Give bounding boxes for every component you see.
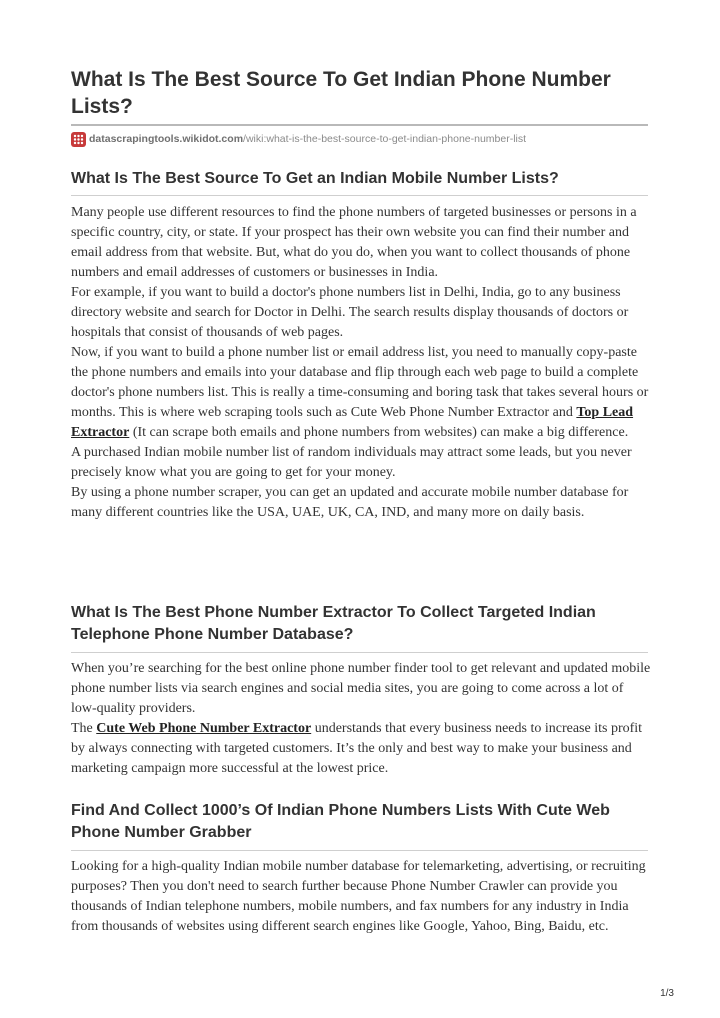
section-heading-2: What Is The Best Phone Number Extractor To Collect Targeted Indian Telephone Phone Number Database? — [71, 604, 596, 643]
section-divider-1 — [71, 195, 648, 196]
section-body-1 — [71, 203, 651, 523]
site-favicon-icon — [71, 132, 86, 147]
source-domain[interactable]: datascrapingtools.wikidot.com — [89, 133, 244, 145]
section-heading-1: What Is The Best Source To Get an Indian Mobile Number Lists? — [71, 170, 559, 187]
paragraph: Many people use different resources to find the phone numbers of targeted businesses or persons in a specific country, city, or state. If your prospect has their own website you can find their number and email address from that website. But, what do you do, when you want to collect thousands of phone numbers and email addresses of customers or businesses in India. — [71, 205, 637, 280]
page-title: What Is The Best Source To Get Indian Phone Number Lists? — [71, 68, 611, 118]
page-number: 1/3 — [660, 988, 674, 999]
source-link[interactable] — [71, 130, 526, 148]
section-divider-2 — [71, 652, 648, 653]
section-heading-3: Find And Collect 1000’s Of Indian Phone Numbers Lists With Cute Web Phone Number Grabber — [71, 802, 610, 841]
paragraph: For example, if you want to build a doctor's phone numbers list in Delhi, India, go to any business directory website and search for Doctor in Delhi. The search results display thousands of doctors or hospitals that consist of thousands of web pages. — [71, 285, 629, 340]
top-lead-extractor-link[interactable]: Top Lead Extractor — [71, 405, 634, 440]
paragraph-text: (It can scrape both emails and phone numbers from websites) can make a big difference. — [129, 425, 629, 440]
paragraph — [71, 343, 651, 443]
source-path[interactable]: /wiki:what-is-the-best-source-to-get-indian-phone-number-list — [243, 133, 527, 145]
paragraph — [71, 719, 651, 779]
paragraph: A purchased Indian mobile number list of random individuals may attract some leads, but you never precisely know what you are going to get for your money. — [71, 445, 632, 480]
section-divider-3 — [71, 850, 648, 851]
paragraph: Looking for a high-quality Indian mobile number database for telemarketing, advertising, or recruiting purposes? Then you don't need to search further because Phone Number Crawler can provide you thousands of Indian telephone numbers, mobile numbers, and fax numbers for any industry in India from thousands of websites using different search engines like Google, Yahoo, Bing, Baidu, etc. — [71, 859, 646, 934]
paragraph: When you’re searching for the best online phone number finder tool to get relevant and updated mobile phone number lists via search engines and social media sites, you are going to come across a lot of low-quality providers. — [71, 661, 651, 716]
section-body-3 — [71, 857, 651, 937]
section-body-2 — [71, 659, 651, 779]
paragraph: By using a phone number scraper, you can get an updated and accurate mobile number database for many different countries like the USA, UAE, UK, CA, IND, and many more on daily basis. — [71, 485, 629, 520]
paragraph-text: The — [71, 721, 97, 736]
cute-web-phone-number-extractor-link[interactable]: Cute Web Phone Number Extractor — [96, 721, 312, 736]
paragraph-text: Now, if you want to build a phone number list or email address list, you need to manually copy-paste the phone numbers and emails into your database and flip through each web page to build a complete doctor's phone numbers list. This is really a time-consuming and boring task that takes several hours or months. This is where web scraping tools such as Cute Web Phone Number Extractor and — [71, 345, 649, 420]
paragraph-text: understands that every business needs to increase its profit by always connecting with targeted customers. It’s the only and best way to make your business and marketing campaign more successful at the lowest price. — [71, 721, 643, 776]
title-divider — [71, 124, 648, 126]
